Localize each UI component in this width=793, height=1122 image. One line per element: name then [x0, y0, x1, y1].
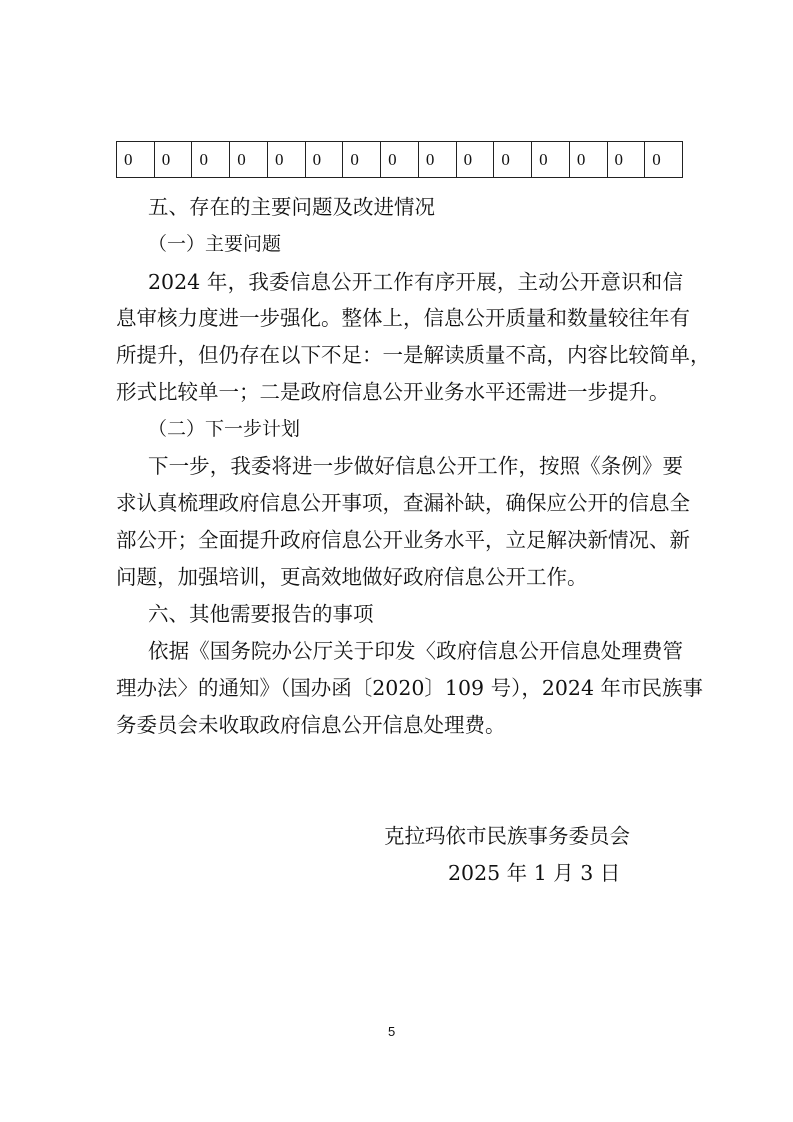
paragraph-line: 问题，加强培训，更高效地做好政府信息公开工作。	[116, 565, 588, 589]
table-cell: 0	[652, 150, 661, 169]
paragraph-line: 所提升，但仍存在以下不足：一是解读质量不高，内容比较简单，	[116, 343, 711, 367]
signature-date: 2025 年 1 月 3 日	[448, 861, 621, 885]
paragraph-line: 理办法〉的通知》（国办函〔2020〕109 号），2024 年市民族事	[116, 676, 704, 700]
table-cell: 0	[306, 142, 344, 177]
section-six-heading: 六、其他需要报告的事项	[148, 602, 374, 626]
paragraph-line: 形式比较单一；二是政府信息公开业务水平还需进一步提升。	[116, 380, 670, 404]
table-cell: 0	[381, 142, 419, 177]
data-table-row	[116, 141, 683, 178]
section-five-heading: 五、存在的主要问题及改进情况	[148, 195, 435, 219]
paragraph-line: 求认真梳理政府信息公开事项，查漏补缺，确保应公开的信息全	[116, 491, 690, 515]
paragraph-line: 部公开；全面提升政府信息公开业务水平，立足解决新情况、新	[116, 528, 690, 552]
signature-organization: 克拉玛依市民族事务委员会	[384, 824, 630, 848]
table-cell: 0	[419, 142, 457, 177]
table-cell: 0	[268, 142, 306, 177]
page-number: 5	[388, 1024, 396, 1039]
paragraph-line: 2024 年，我委信息公开工作有序开展，主动公开意识和信	[148, 270, 683, 294]
table-cell: 0	[155, 142, 193, 177]
paragraph-line: 息审核力度进一步强化。整体上，信息公开质量和数量较往年有	[116, 306, 690, 330]
paragraph-line: 依据《国务院办公厅关于印发〈政府信息公开信息处理费管	[148, 639, 683, 663]
table-cell: 0	[192, 142, 230, 177]
subsection-main-problems-heading: （一）主要问题	[148, 233, 282, 255]
table-cell: 0	[230, 142, 268, 177]
table-cell: 0	[532, 142, 570, 177]
table-cell: 0	[457, 142, 495, 177]
paragraph-line: 务委员会未收取政府信息公开信息处理费。	[116, 713, 506, 737]
table-cell: 0	[343, 142, 381, 177]
subsection-next-plan-heading: （二）下一步计划	[148, 418, 301, 440]
table-cell: 0	[608, 142, 646, 177]
table-cell: 0	[117, 142, 155, 177]
table-cell: 0	[494, 142, 532, 177]
paragraph-line: 下一步，我委将进一步做好信息公开工作，按照《条例》要	[148, 454, 683, 478]
table-cell: 0	[570, 142, 608, 177]
